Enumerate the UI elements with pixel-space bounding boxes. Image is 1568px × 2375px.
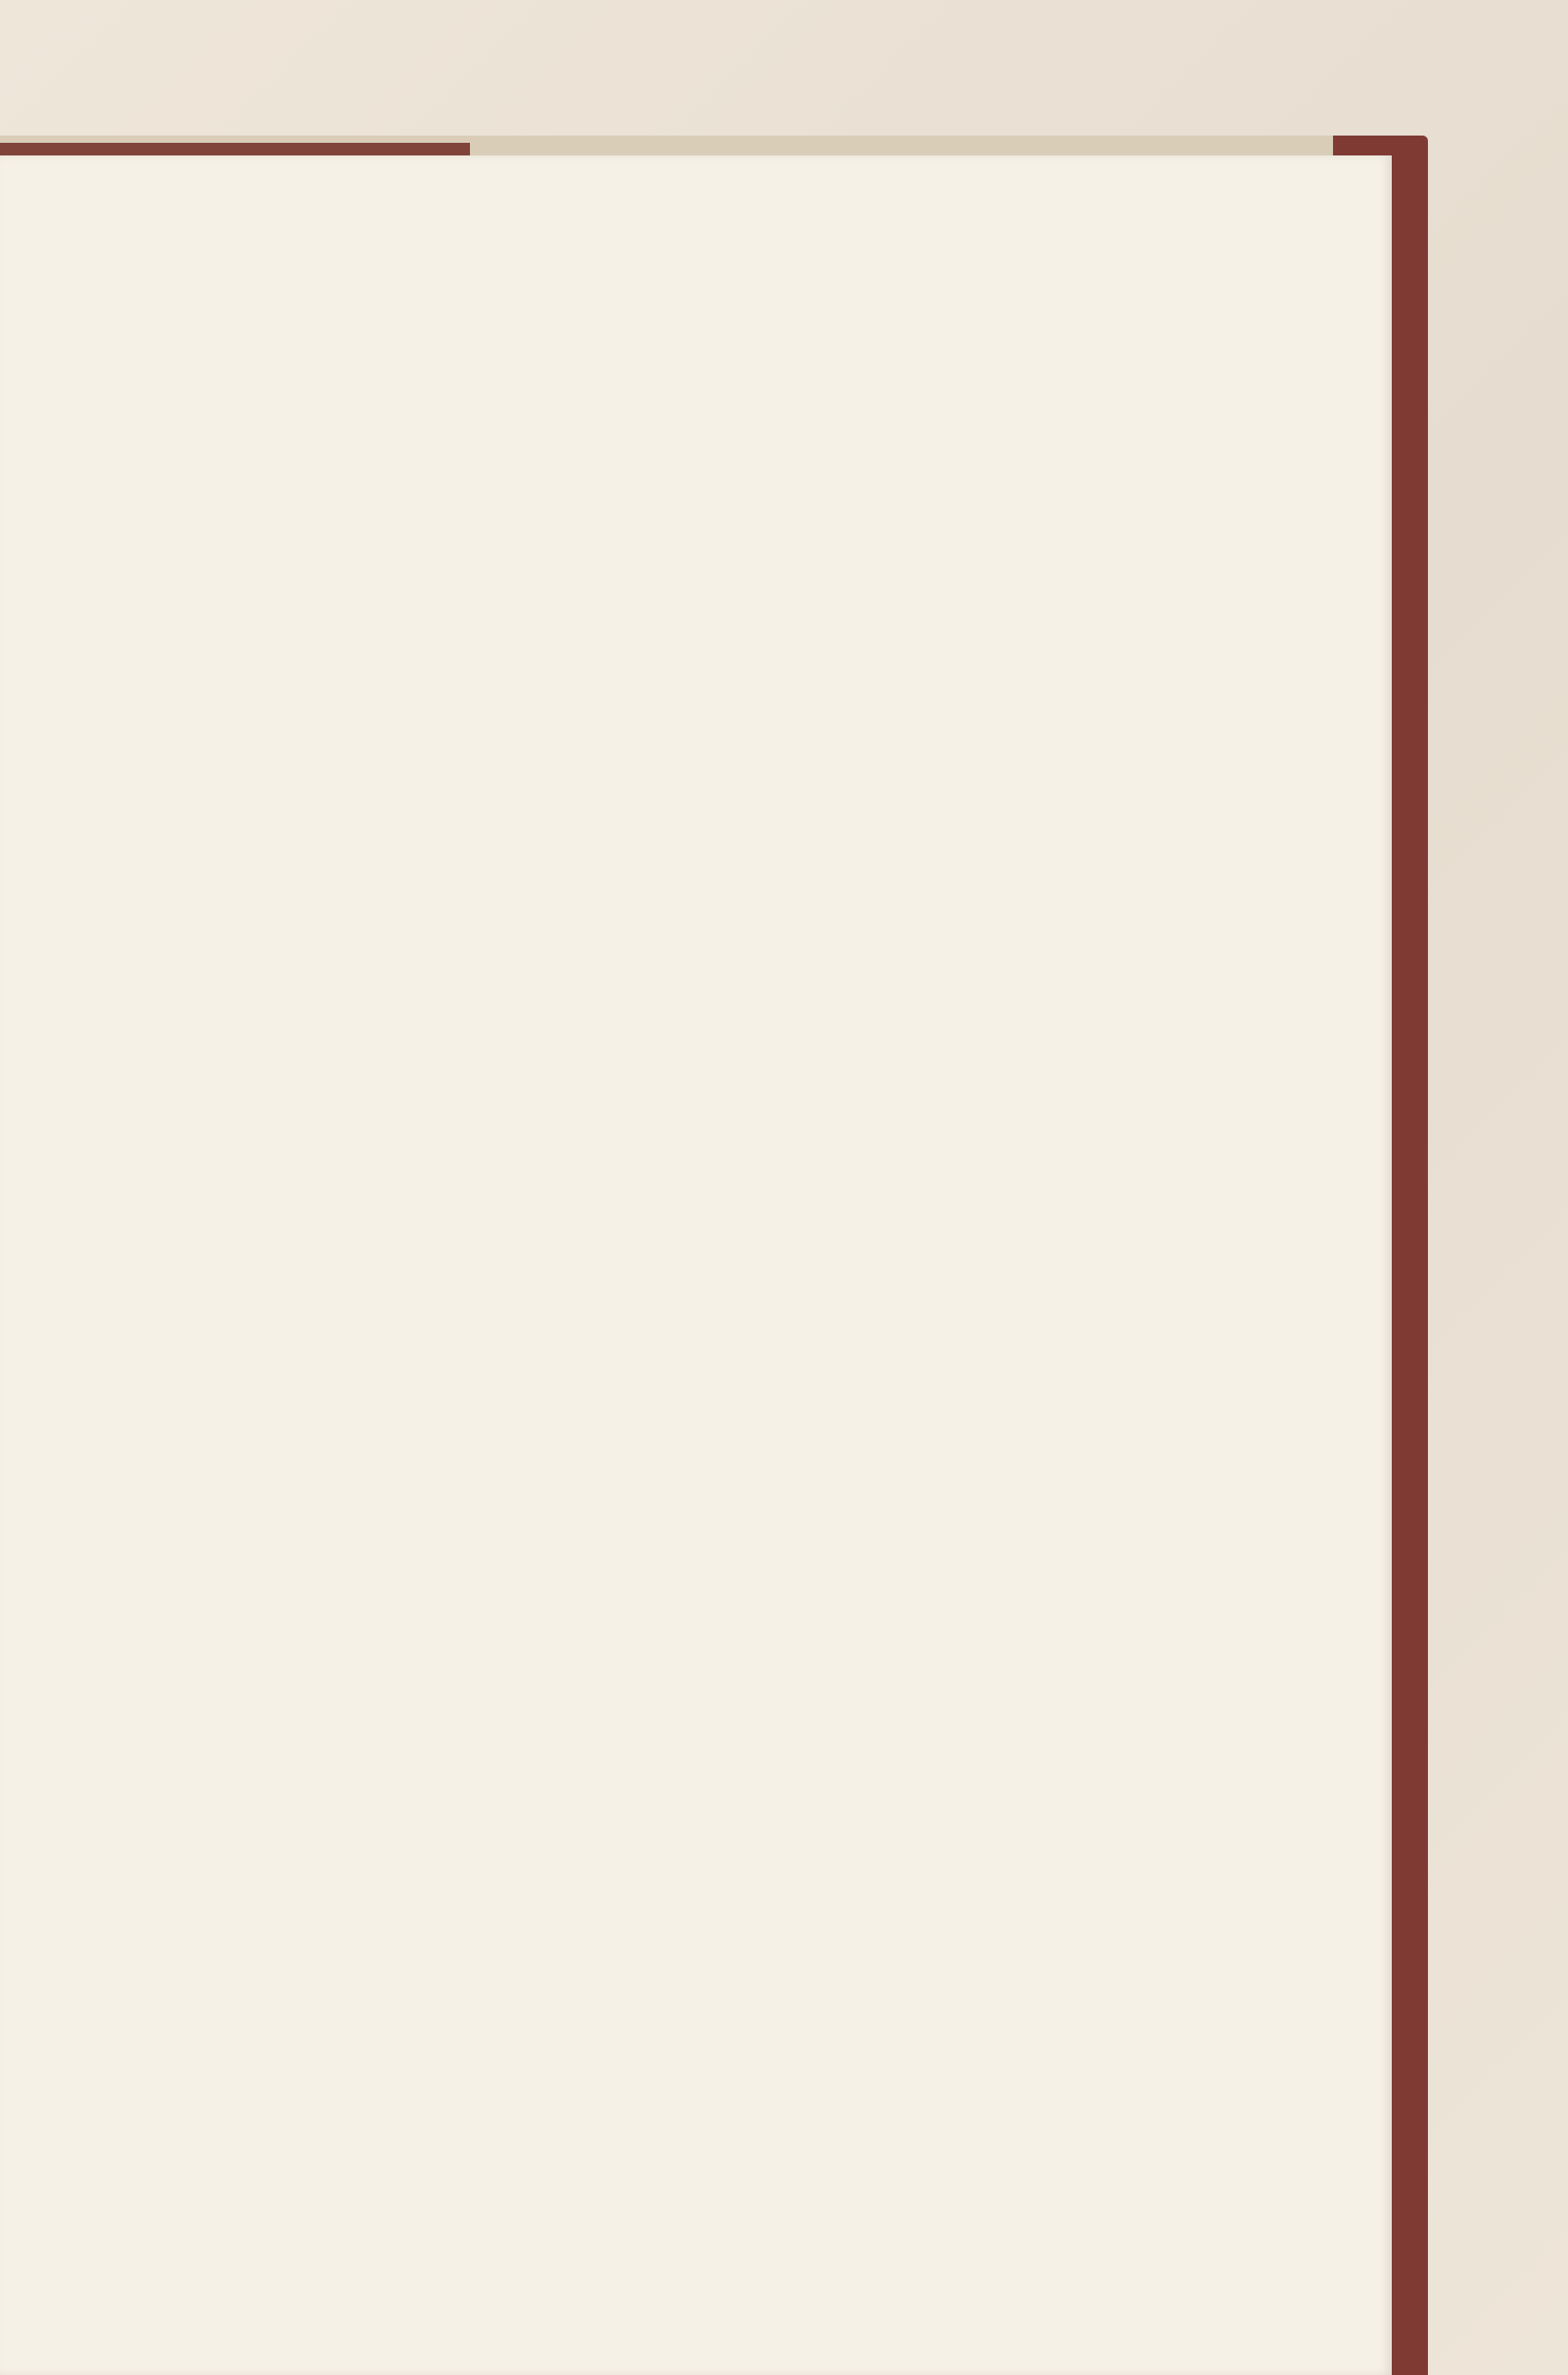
decorative-ornament-border xyxy=(72,508,1157,625)
decorative-ornament-footer xyxy=(533,2026,714,2144)
book-page xyxy=(0,155,1392,2375)
